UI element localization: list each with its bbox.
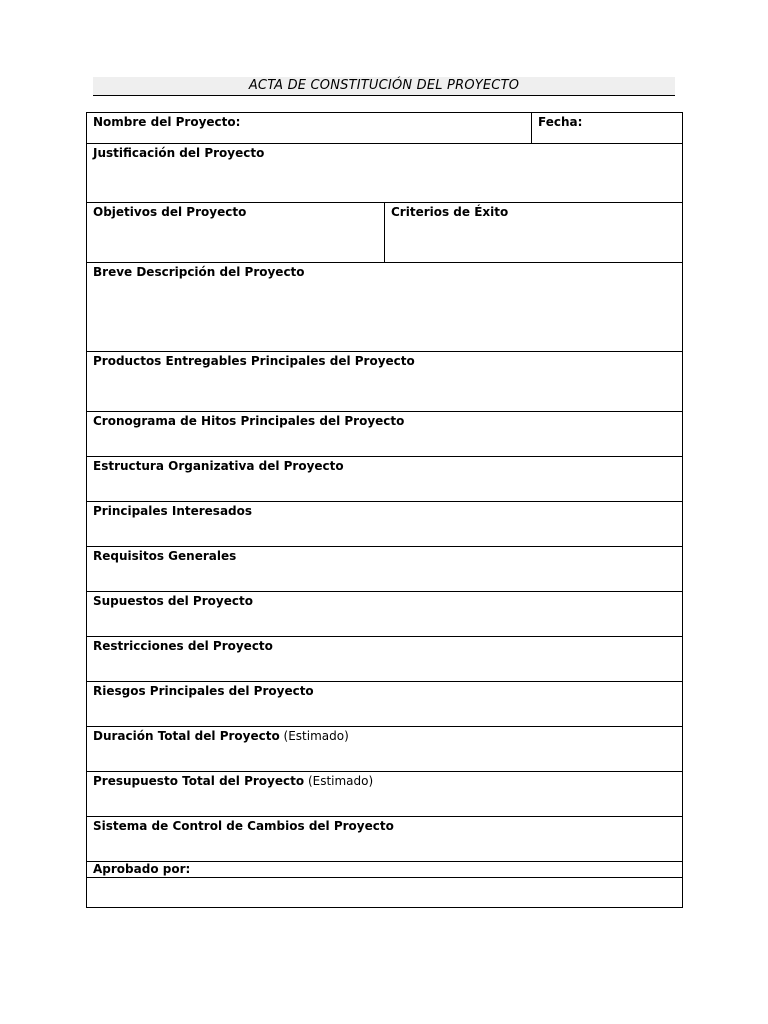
approved-by-label: Aprobado por: (93, 862, 191, 876)
requirements-cell[interactable] (87, 547, 683, 592)
budget-cell[interactable] (87, 772, 683, 817)
duration-estimate-note: (Estimado) (283, 729, 349, 743)
success-criteria-label: Criterios de Éxito (391, 205, 509, 219)
justification-label: Justificación del Proyecto (93, 146, 265, 160)
objectives-label: Objetivos del Proyecto (93, 205, 247, 219)
constraints-label: Restricciones del Proyecto (93, 639, 273, 653)
organization-label: Estructura Organizativa del Proyecto (93, 459, 344, 473)
stakeholders-label: Principales Interesados (93, 504, 253, 518)
project-name-cell[interactable] (87, 113, 532, 144)
success-criteria-cell[interactable] (385, 203, 683, 263)
duration-cell[interactable] (87, 727, 683, 772)
organization-cell[interactable] (87, 457, 683, 502)
requirements-label: Requisitos Generales (93, 549, 237, 563)
date-cell[interactable] (532, 113, 683, 144)
deliverables-label: Productos Entregables Principales del Proyecto (93, 354, 415, 368)
duration-label: Duración Total del Proyecto (93, 729, 280, 743)
objectives-cell[interactable] (87, 203, 385, 263)
milestones-cell[interactable] (87, 412, 683, 457)
assumptions-label: Supuestos del Proyecto (93, 594, 253, 608)
description-label: Breve Descripción del Proyecto (93, 265, 305, 279)
date-label: Fecha: (538, 115, 583, 129)
risks-label: Riesgos Principales del Proyecto (93, 684, 314, 698)
stakeholders-cell[interactable] (87, 502, 683, 547)
project-charter-form (86, 112, 683, 908)
budget-label: Presupuesto Total del Proyecto (93, 774, 305, 788)
approved-by-cell (87, 862, 683, 878)
milestones-label: Cronograma de Hitos Principales del Proyecto (93, 414, 405, 428)
approval-signature-cell[interactable] (87, 878, 683, 908)
budget-estimate-note: (Estimado) (307, 774, 374, 788)
assumptions-cell[interactable] (87, 592, 683, 637)
change-control-label: Sistema de Control de Cambios del Proyecto (93, 819, 394, 833)
justification-cell[interactable] (87, 144, 683, 203)
document-title: ACTA DE CONSTITUCIÓN DEL PROYECTO (93, 77, 675, 96)
project-name-label: Nombre del Proyecto: (93, 115, 241, 129)
deliverables-cell[interactable] (87, 352, 683, 412)
change-control-cell[interactable] (87, 817, 683, 862)
risks-cell[interactable] (87, 682, 683, 727)
description-cell[interactable] (87, 263, 683, 352)
constraints-cell[interactable] (87, 637, 683, 682)
